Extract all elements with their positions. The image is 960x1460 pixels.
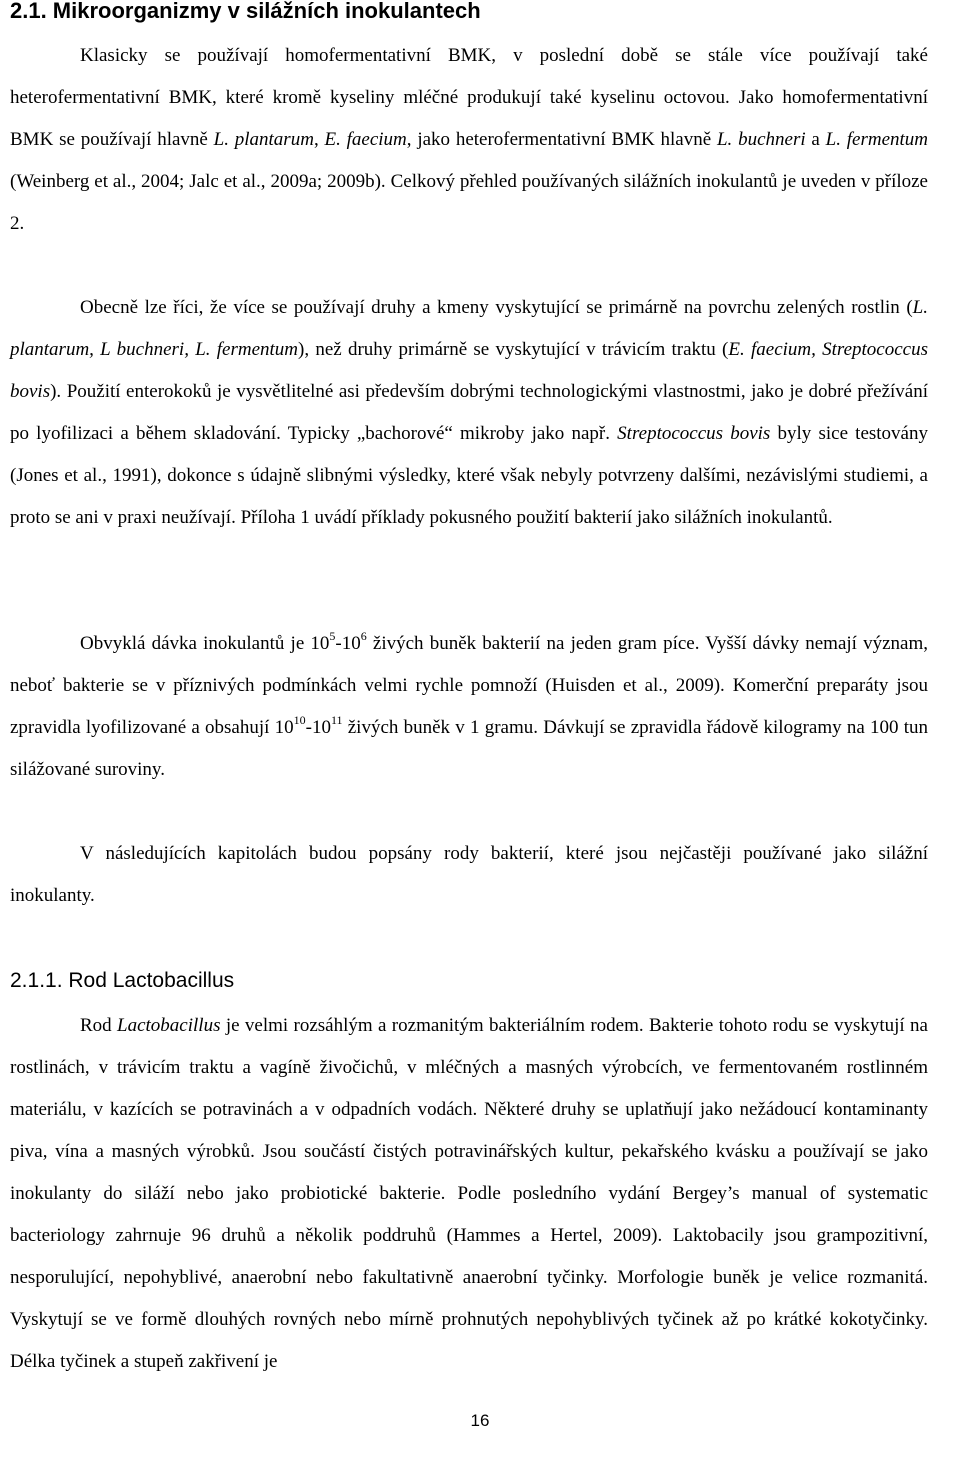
species-name: E. faecium, Streptococcus bovis <box>10 339 929 402</box>
species-name: Streptococcus bovis <box>617 423 771 444</box>
paragraph-inoculant-types <box>10 35 928 245</box>
text-run: -10 <box>335 633 361 654</box>
exponent: 11 <box>330 713 343 727</box>
text-run: byly sice testovány (Jones et al., 1991), dokonce s údajně slibnými výsledky, které však nebyly potvrzeny dalšími, nezávislými studiemi, a proto se ani v praxi neužívají. Příloha 1 uvádí příklady pokusného použití bakterií jako silážních inokulantů. <box>10 423 928 528</box>
text-run: je velmi rozsáhlým a rozmanitým bakteriálním rodem. Bakterie tohoto rodu se vyskytují na rostlinách, v trávicím traktu a vagíně živočichů, v mléčných a masných výrobcích, ve fermentovaném rostlinném materiálu, v kazících se potravinách a v odpadních vodách. Některé druhy se uplatňují jako nežádoucí kontaminanty piva, vína a masných výrobků. Jsou součástí čistých potravinářských kultur, pekařského kvásku a používají se jako inokulanty do siláží nebo jako probiotické bakterie. Podle posledního vydání Bergey’s manual of systematic bacteriology zahrnuje 96 druhů a několik poddruhů (Hammes a Hertel, 2009). Laktobacily jsou grampozitivní, nesporulující, nepohyblivé, anaerobní nebo fakultativně anaerobní tyčinky. Morfologie buněk je velice rozmanitá. Vyskytují se ve formě dlouhých rovných nebo mírně prohnutých nepohyblivých tyčinek až po krátké kokotyčinky. Délka tyčinek a stupeň zakřivení je <box>10 1015 928 1372</box>
paragraph-dosage <box>10 623 928 791</box>
text-run: Obecně lze říci, že více se používají druhy a kmeny vyskytující se primárně na povrchu zelených rostlin ( <box>80 297 913 318</box>
subsection-heading: 2.1.1. Rod Lactobacillus <box>10 969 235 992</box>
text-run: živých buněk bakterií na jeden gram píce. Vyšší dávky nemají význam, neboť bakterie se v příznivých podmínkách velmi rychle pomnoží (Huisden et al., 2009). Komerční preparáty jsou zpravidla lyofilizované a obsahují 10 <box>10 633 928 738</box>
text-run: ), než druhy primárně se vyskytující v trávicím traktu ( <box>298 339 729 360</box>
species-name: L. plantarum <box>213 129 314 150</box>
exponent: 10 <box>293 713 306 727</box>
page-number: 16 <box>470 1411 490 1430</box>
text-run: , <box>313 129 325 150</box>
text-run: a <box>805 129 826 150</box>
section-heading: 2.1. Mikroorganizmy v silážních inokulantech <box>10 0 481 23</box>
text-run: Klasicky se používají homofermentativní BMK, v poslední době se stále více používají také heterofermentativní BMK, které kromě kyseliny mléčné produkují také kyselinu octovou. Jako homofermentativní BMK se používají hlavně <box>10 45 928 150</box>
text-run: Rod <box>80 1015 118 1036</box>
exponent: 6 <box>360 629 367 643</box>
text-run: živých buněk v 1 gramu. Dávkují se zpravidla řádově kilogramy na 100 tun silážované suroviny. <box>10 717 929 780</box>
species-name: L. plantarum, L buchneri, L. fermentum <box>10 297 928 360</box>
exponent: 5 <box>329 629 336 643</box>
paragraph-species-origin <box>10 287 928 539</box>
genus-name: Lactobacillus <box>117 1015 221 1036</box>
text-run: (Weinberg et al., 2004; Jalc et al., 2009a; 2009b). Celkový přehled používaných silážních inokulantů je uveden v příloze 2. <box>10 171 928 234</box>
paragraph-lactobacillus <box>10 1005 928 1383</box>
species-name: L. fermentum <box>825 129 929 150</box>
species-name: E. faecium <box>324 129 407 150</box>
text-run: V následujících kapitolách budou popsány rody bakterií, které jsou nejčastěji používané jako silážní inokulanty. <box>10 843 928 906</box>
paragraph-next-chapters <box>10 833 928 917</box>
species-name: L. buchneri <box>716 129 806 150</box>
text-run: , jako heterofermentativní BMK hlavně <box>406 129 717 150</box>
text-run: ). Použití enterokoků je vysvětlitelné asi především dobrými technologickými vlastnostmi, jako je dobré přežívání po lyofilizaci a během skladování. Typicky „bachorové“ mikroby jako např. <box>10 381 928 444</box>
text-run: -10 <box>305 717 331 738</box>
text-run: Obvyklá dávka inokulantů je 10 <box>80 633 330 654</box>
